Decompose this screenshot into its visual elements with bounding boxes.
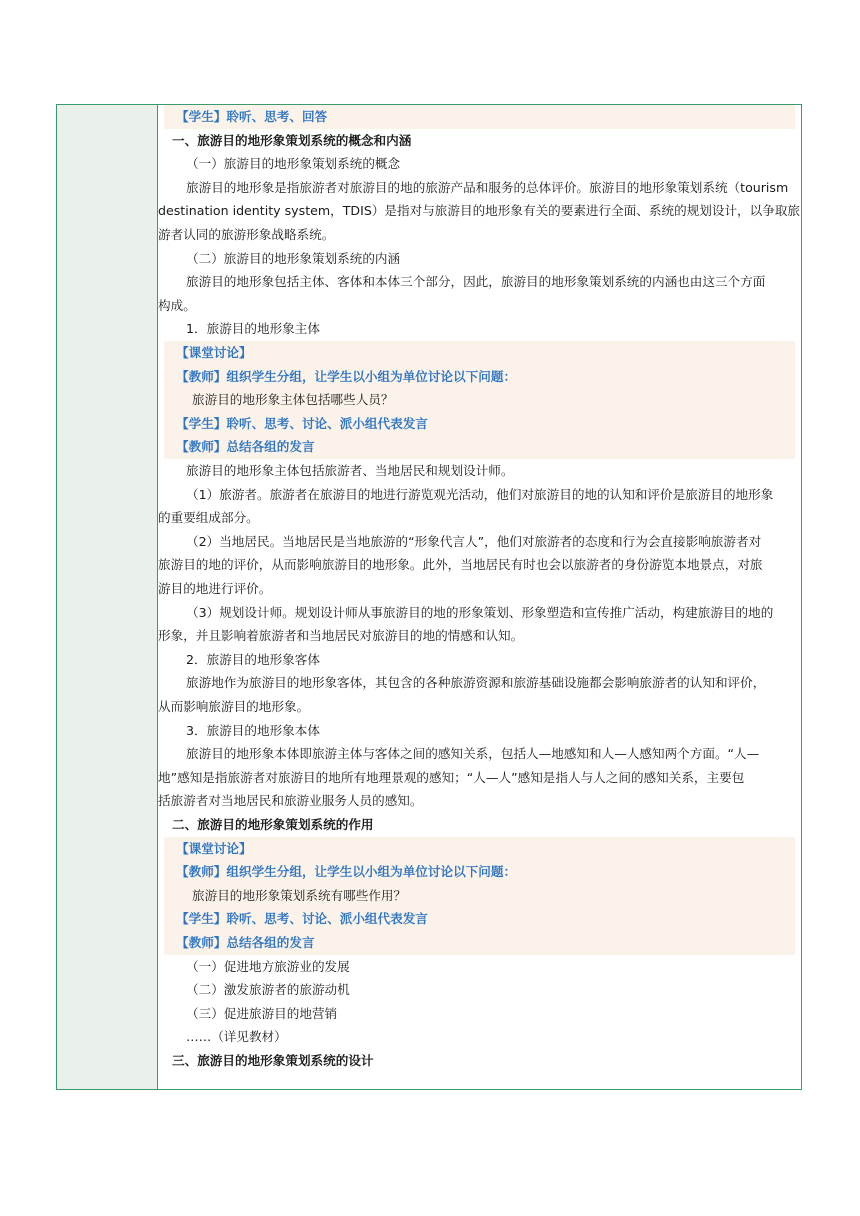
activity-label: 【学生】聆听、思考、回答 <box>164 105 795 129</box>
activity-label: 【课堂讨论】 <box>164 837 795 861</box>
paragraph-line: （三）促进旅游目的地营销 <box>186 1005 338 1021</box>
paragraph-line: 旅游目的地形象本体即旅游主体与客体之间的感知关系，包括人—地感知和人—人感知两个方面。“人— <box>186 746 760 762</box>
paragraph-line: （一）旅游目的地形象策划系统的概念 <box>186 156 401 172</box>
activity-label: 【教师】组织学生分组，让学生以小组为单位讨论以下问题： <box>164 860 795 884</box>
paragraph-line: destination identity system，TDIS）是指对与旅游目的地形象有关的要素进行全面、系统的规划设计，以争取旅 <box>158 203 801 219</box>
paragraph-line: 游目的地进行评价。 <box>158 581 272 596</box>
paragraph-line: 旅游目的地形象主体包括哪些人员？ <box>164 388 795 412</box>
activity-label: 【教师】总结各组的发言 <box>164 435 795 459</box>
activity-label: 【教师】总结各组的发言 <box>164 931 795 955</box>
paragraph-line: 构成。 <box>158 297 196 313</box>
lesson-table <box>56 104 802 1090</box>
paragraph-line: 旅游目的地形象主体包括旅游者、当地居民和规划设计师。 <box>186 463 514 478</box>
paragraph-line: （二）激发旅游者的旅游动机 <box>186 982 350 998</box>
paragraph-line: 的重要组成部分。 <box>158 510 259 526</box>
activity-label: 【教师】组织学生分组，让学生以小组为单位讨论以下问题： <box>164 365 795 389</box>
paragraph-line: ……（详见教材） <box>186 1029 287 1045</box>
section-heading: 二、旅游目的地形象策划系统的作用 <box>172 817 374 832</box>
paragraph-line: （2）当地居民。当地居民是当地旅游的“形象代言人”，他们对旅游者的态度和行为会直接影响旅游者对 <box>186 533 762 549</box>
paragraph-line: （二）旅游目的地形象策划系统的内涵 <box>186 250 401 266</box>
paragraph-line: 旅游目的地形象策划系统有哪些作用？ <box>164 884 795 908</box>
section-heading: 一、旅游目的地形象策划系统的概念和内涵 <box>172 132 412 148</box>
paragraph-line: 旅游地作为旅游目的地形象客体，其包含的各种旅游资源和旅游基础设施都会影响旅游者的认知和评价， <box>186 675 766 691</box>
paragraph-line: （1）旅游者。旅游者在旅游目的地进行游览观光活动，他们对旅游目的地的认知和评价是旅游目的地形象 <box>186 486 774 502</box>
paragraph-line: 游者认同的旅游形象战略系统。 <box>158 227 335 242</box>
paragraph-line: 旅游目的地形象是指旅游者对旅游目的地的旅游产品和服务的总体评价。旅游目的地形象策划系统（tourism <box>186 179 789 195</box>
paragraph-line: 1．旅游目的地形象主体 <box>186 321 320 337</box>
section-heading: 三、旅游目的地形象策划系统的设计 <box>172 1053 374 1068</box>
paragraph-line: 括旅游者对当地居民和旅游业服务人员的感知。 <box>158 793 423 809</box>
activity-label: 【学生】聆听、思考、讨论、派小组代表发言 <box>164 412 795 436</box>
paragraph-line: 形象，并且影响着旅游者和当地居民对旅游目的地的情感和认知。 <box>158 628 524 644</box>
paragraph-line: 3．旅游目的地形象本体 <box>186 722 320 738</box>
activity-label: 【学生】聆听、思考、讨论、派小组代表发言 <box>164 907 795 931</box>
content-cell <box>158 105 801 1089</box>
paragraph-line: （3）规划设计师。规划设计师从事旅游目的地的形象策划、形象塑造和宣传推广活动，构建旅游目的地的 <box>186 604 774 620</box>
paragraph-line: （一）促进地方旅游业的发展 <box>186 958 350 974</box>
paragraph-line: 2．旅游目的地形象客体 <box>186 651 320 667</box>
activity-label: 【课堂讨论】 <box>164 341 795 365</box>
paragraph-line: 从而影响旅游目的地形象。 <box>158 699 310 714</box>
paragraph-line: 旅游目的地形象包括主体、客体和本体三个部分，因此，旅游目的地形象策划系统的内涵也由这三个方面 <box>186 274 766 290</box>
paragraph-line: 地”感知是指旅游者对旅游目的地所有地理景观的感知；“人—人”感知是指人与人之间的感知关系，主要包 <box>158 769 745 785</box>
left-column <box>57 105 158 1089</box>
paragraph-line: 旅游目的地的评价，从而影响旅游目的地形象。此外，当地居民有时也会以旅游者的身份游览本地景点，对旅 <box>158 557 763 573</box>
